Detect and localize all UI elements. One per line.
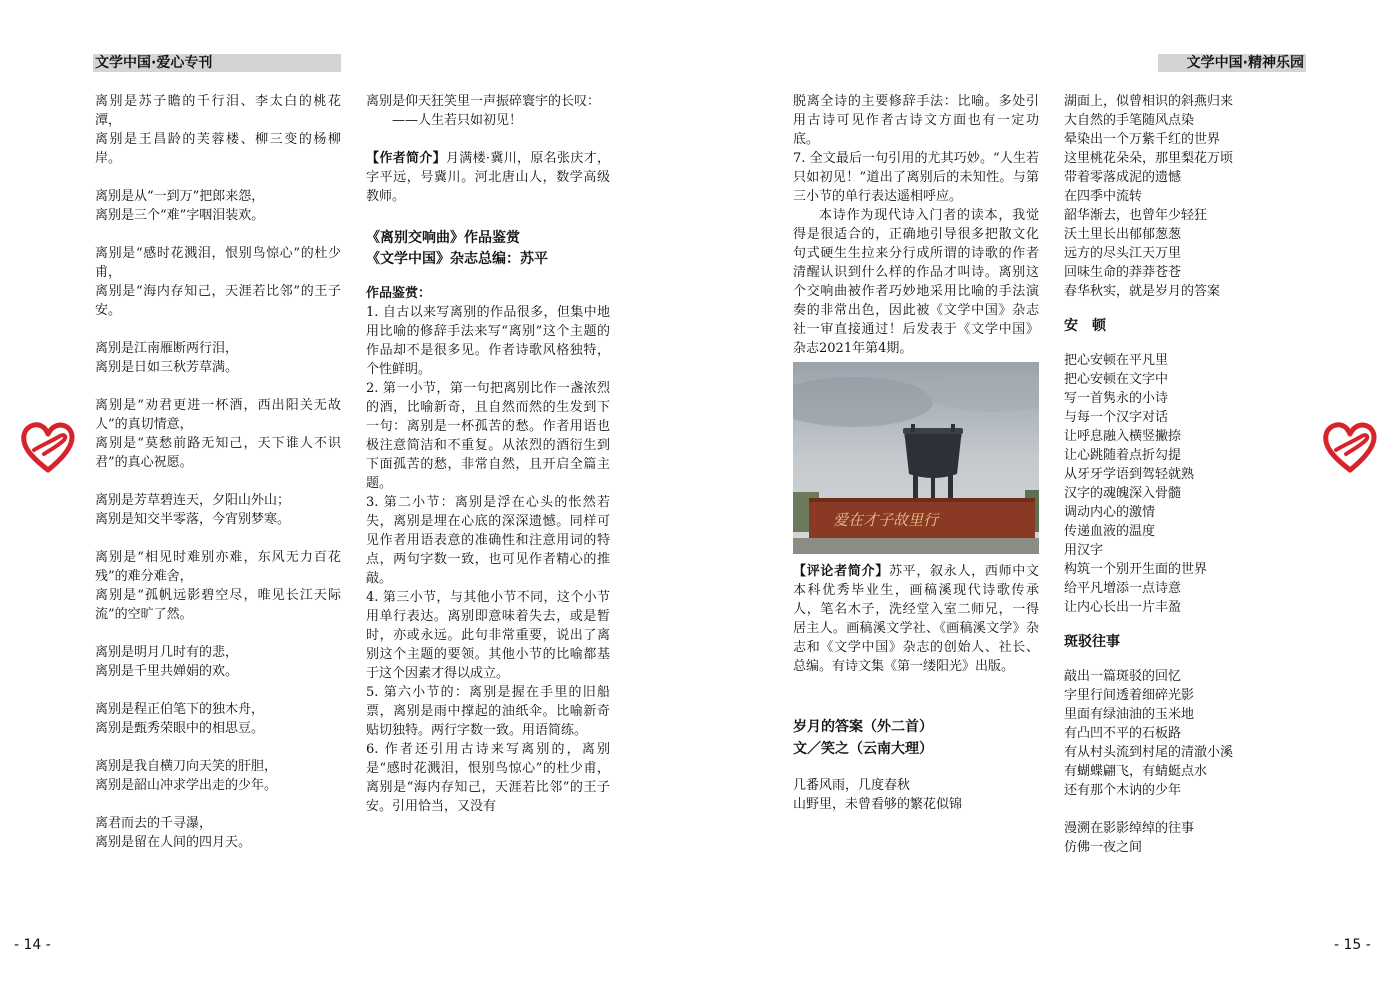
poem-line: 离君而去的千寻瀑，	[95, 816, 213, 831]
poem-block-3	[1064, 667, 1310, 800]
monument-inscription: 爱在才子故里行	[833, 511, 939, 529]
poem-line: 调动内心的激情	[1064, 505, 1156, 520]
poem-line: 这里桃花朵朵，那里梨花万顷	[1064, 151, 1234, 166]
reviewer-intro	[793, 562, 1039, 676]
poem-line: 离别是甄秀荣眼中的相思豆。	[95, 721, 265, 736]
poem-line: 在四季中流转	[1064, 189, 1143, 204]
poem-line: 离别是三个“难”字咽泪装欢。	[95, 208, 265, 223]
page-number-right: - 15 -	[1334, 937, 1371, 953]
author-intro-text: 月满楼·冀川，原名张庆才，字平远，号冀川。河北唐山人，数学高级教师。	[366, 151, 610, 204]
poem-line: 离别是知交半零落，今宵别梦寒。	[95, 512, 291, 527]
reviewer-intro-label: 【评论者简介】	[793, 564, 889, 579]
header-left-title: 文学中国·爱心专刊	[95, 55, 213, 71]
poem-line: 离别是日如三秋芳草满。	[95, 360, 239, 375]
review-item: 7. 全文最后一句引用的尤其巧妙。“人生若只如初见！”道出了离别后的未知性。与第三小节的单行表达遥相呼应。	[793, 151, 1039, 204]
poem-line: 构筑一个别开生面的世界	[1064, 562, 1208, 577]
review-editor: 《文学中国》杂志总编：苏平	[366, 251, 548, 267]
poem-line: 有从村头流到村尾的清澈小溪	[1064, 745, 1234, 760]
poem-line: 汉字的魂魄深入骨髓	[1064, 486, 1182, 501]
header-left	[93, 54, 341, 72]
poem-line: 让心跳随着点折勾提	[1064, 448, 1182, 463]
poem-line: 春华秋实，就是岁月的答案	[1064, 284, 1221, 299]
poem-line: 让呼息融入横竖撇捺	[1064, 429, 1182, 444]
poem-line: 离别是千里共婵娟的欢。	[95, 664, 239, 679]
poem-block-1	[1064, 92, 1310, 301]
poem-line: 离别是程正伯笔下的独木舟，	[95, 702, 265, 717]
poem-line: 远方的尽头江天万里	[1064, 246, 1182, 261]
header-right	[1158, 54, 1306, 72]
poem-column-1	[95, 92, 341, 872]
poem-line: 用汉字	[1064, 543, 1104, 558]
poem-line: 离别是“相见时难别亦难，东风无力百花残”的难分难舍，	[95, 550, 341, 584]
heart-hand-logo	[20, 420, 76, 474]
page-number-left: - 14 -	[14, 937, 51, 953]
poem-line: 里面有绿油油的玉米地	[1064, 707, 1195, 722]
poem-author: 文／笑之（云南大理）	[793, 741, 933, 757]
poem-line: 有凸凹不平的石板路	[1064, 726, 1182, 741]
poem-line: 漫溯在影影绰绰的往事	[1064, 821, 1195, 836]
poem-line: 字里行间透着细碎光影	[1064, 688, 1195, 703]
author-intro-label: 【作者简介】	[366, 151, 446, 166]
header-right-title: 文学中国·精神乐园	[1186, 55, 1304, 71]
poem-line: 把心安顿在平凡里	[1064, 353, 1169, 368]
review-item: 6. 作者还引用古诗来写离别的，离别是“感时花溅泪，恨别鸟惊心”的杜少甫，离别是“海内存知己，天涯若比邻”的王子安。引用恰当，又没有	[366, 742, 610, 814]
poem-line: 离别是“劝君更进一杯酒，西出阳关无故人”的真切情意，	[95, 398, 341, 432]
poem-line: 离别是留在人间的四月天。	[95, 835, 252, 850]
poem-line: 离别是从“一到万”把郎来怨，	[95, 189, 265, 204]
poem-line: 离别是我自横刀向天笑的肝胆，	[95, 759, 278, 774]
poem-line: 离别是韶山冲求学出走的少年。	[95, 778, 278, 793]
author-intro	[366, 149, 610, 206]
review-item: 2. 第一小节，第一句把离别比作一盏浓烈的酒，比喻新奇，且自然而然的生发到下一句：离别是一杯孤苦的愁。作者用语也极注意简洁和不重复。从浓烈的酒衍生到下面孤苦的愁，非常自然，且开启全篇主题。	[366, 381, 610, 491]
poem-line: 传递血液的温度	[1064, 524, 1156, 539]
heart-hand-logo	[1322, 420, 1378, 474]
poem-line: 把心安顿在文字中	[1064, 372, 1169, 387]
poem-line: 敲出一篇斑驳的回忆	[1064, 669, 1182, 684]
poem-line: 与每一个汉字对话	[1064, 410, 1169, 425]
review-title: 《离别交响曲》作品鉴赏	[366, 230, 520, 246]
poem-line: 离别是芳草碧连天，夕阳山外山；	[95, 493, 291, 508]
monument-photo	[793, 362, 1039, 554]
poem-line: 带着零落成泥的遗憾	[1064, 170, 1182, 185]
review-heading: 作品鉴赏：	[366, 286, 432, 301]
review-column	[366, 92, 610, 892]
poem-line: 几番风雨，几度春秋	[793, 778, 911, 793]
poem-line: 离别是苏子瞻的千行泪、李太白的桃花潭，	[95, 94, 341, 128]
poem-column-4	[1064, 92, 1310, 892]
poem-line: 离别是“海内存知己，天涯若比邻”的王子安。	[95, 284, 341, 318]
poem-line: 山野里，未曾看够的繁花似锦	[793, 797, 963, 812]
poem-line: 写一首隽永的小诗	[1064, 391, 1169, 406]
review-continued: 脱离全诗的主要修辞手法：比喻。多处引用古诗可见作者古诗文方面也有一定功底。	[793, 94, 1039, 147]
poem-line: 离别是“孤帆远影碧空尽，唯见长江天际流”的空旷了然。	[95, 588, 341, 622]
poem-line: ——人生若只如初见！	[392, 113, 523, 128]
poem-line: 大自然的手笔随风点染	[1064, 113, 1195, 128]
poem-line: 离别是明月几时有的悲，	[95, 645, 239, 660]
review-continued-column	[793, 92, 1039, 892]
poem-line: 回味生命的莽莽苍苍	[1064, 265, 1182, 280]
poem-line: 有蝴蝶翩飞，有蜻蜓点水	[1064, 764, 1208, 779]
poem-line: 仿佛一夜之间	[1064, 840, 1143, 855]
poem-line: 晕染出一个万紫千红的世界	[1064, 132, 1221, 147]
poem-block-4	[1064, 819, 1310, 857]
poem-block-2	[1064, 351, 1310, 617]
poem-line: 离别是王昌龄的芙蓉楼、柳三变的杨柳岸。	[95, 132, 341, 166]
poem-line: 湖面上，似曾相识的斜燕归来	[1064, 94, 1234, 109]
poem-title-banbo: 斑驳往事	[1064, 634, 1120, 650]
review-summary: 本诗作为现代诗入门者的读本，我觉得是很适合的，正确地引导很多把散文化句式硬生生拉来分行成所谓的诗歌的作者清醒认识到什么样的作品才叫诗。离别这个交响曲被作者巧妙地采用比喻的手法演奏的非常出色，因此被《文学中国》杂志社一审直接通过！后发表于《文学中国》杂志2021年第4期。	[793, 208, 1039, 356]
review-item: 4. 第三小节，与其他小节不同，这个小节用单行表达。离别即意味着失去，或是暂时，亦或永远。此句非常重要，说出了离别这个主题的要领。其他小节的比喻都基于这个因素才得以成立。	[366, 590, 610, 681]
poem-line: 沃土里长出郁郁葱葱	[1064, 227, 1182, 242]
poem-line: 让内心长出一片丰盈	[1064, 600, 1182, 615]
poem-title-anton: 安 顿	[1064, 318, 1106, 334]
poem-line: 给平凡增添一点诗意	[1064, 581, 1182, 596]
poem-line: 离别是“感时花溅泪，恨别鸟惊心”的杜少甫，	[95, 246, 341, 280]
poem-line: 离别是江南雁断两行泪，	[95, 341, 239, 356]
poem-line: 还有那个木讷的少年	[1064, 783, 1182, 798]
review-item: 1. 自古以来写离别的作品很多，但集中地用比喻的修辞手法来写“离别”这个主题的作品却不是很多见。作者诗歌风格独特，个性鲜明。	[366, 305, 610, 377]
poem-line: 从牙牙学语到驾轻就熟	[1064, 467, 1195, 482]
poem-line: 离别是“莫愁前路无知己，天下谁人不识君”的真心祝愿。	[95, 436, 341, 470]
review-item: 3. 第二小节：离别是浮在心头的怅然若失，离别是埋在心底的深深遗憾。同样可见作者用语表意的准确性和注意用词的特点，两句字数一致，也可见作者精心的推敲。	[366, 495, 610, 586]
review-item: 5. 第六小节的：离别是握在手里的旧船票，离别是雨中撑起的油纸伞。比喻新奇贴切独特。两行字数一致。用语简练。	[366, 685, 610, 738]
poem-title: 岁月的答案（外二首）	[793, 719, 933, 735]
poem-line: 离别是仰天狂笑里一声振碎寰宇的长叹：	[366, 94, 601, 109]
poem-line: 韶华渐去，也曾年少轻狂	[1064, 208, 1208, 223]
reviewer-intro-text: 苏平，叙永人，西师中文本科优秀毕业生，画稿溪现代诗歌传承人，笔名木子，洗经堂入室二师兄，一得居主人。画稿溪文学社、《画稿溪文学》杂志和《文学中国》杂志的创始人、社长、总编。有诗文集《第一缕阳光》出版。	[793, 564, 1039, 674]
